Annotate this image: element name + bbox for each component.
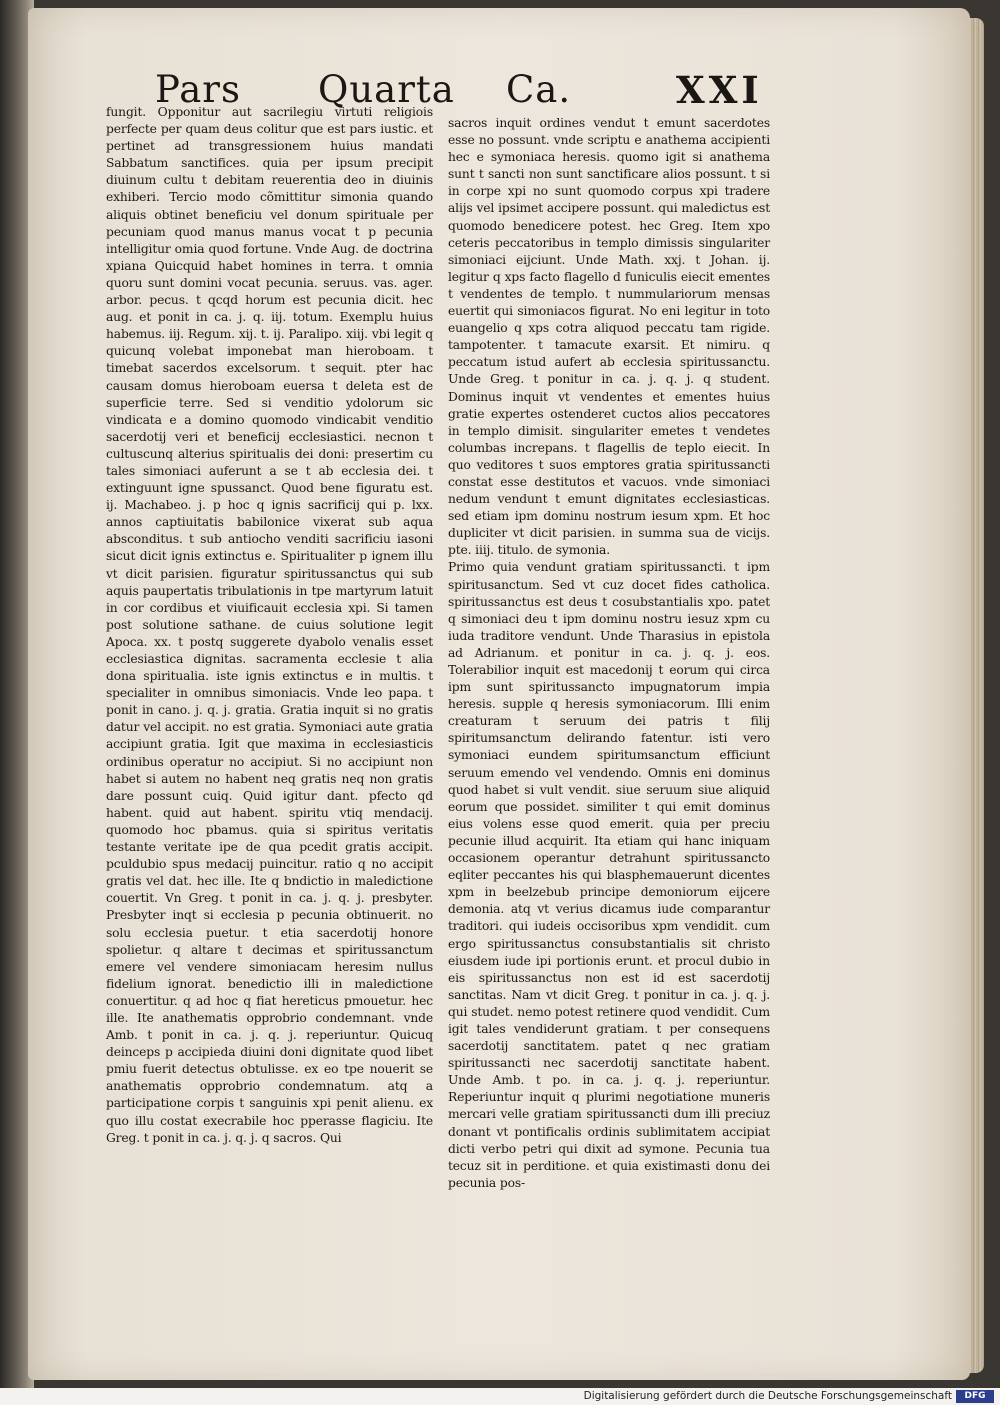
running-head-quarta: Quarta xyxy=(318,68,455,111)
digitization-footer xyxy=(0,1388,1000,1405)
running-head-pars: Pars xyxy=(155,68,241,111)
running-head-chapter: Ca. xyxy=(506,68,572,111)
text-column-right: sacros inquit ordines vendut t emunt sacerdotes esse no possunt. vnde scriptu e anathema accipienti hec e symoniaca heresis. quomo igit si anathema sunt t sancti non sunt sanctificare alios possunt. t si in corpe xpi no sunt quomodo corpus xpi tradere alijs vel ipsimet accipere possunt. qui maledictus est quomodo benedicere potest. hec Greg. Item xpo ceteris peccatoribus in templo dimissis singulariter simoniaci eijciunt. Unde Math. xxj. t Johan. ij. legitur q xps facto flagello d funiculis eiecit ementes t vendentes de templo. t nummulariorum mensas euertit qui simoniacos figurat. No eni legitur in toto euangelio q xps cotra aliquod peccatu tam rigide. tampotenter. t tamacute exarsit. Et nimiru. q peccatum istud aufert ab ecclesia spiritussanctu. Unde Greg. t ponitur in ca. j. q. j. q student. Dominus inquit vt vendentes et ementes huius gratie expertes ostenderet cuctos alios peccatores in templo dimisit. singulariter emetes t vendetes columbas increpans. t flagellis de teplo eiecit. In quo veditores t suos emptores gratia spiritussancti constat esse destitutos et vacuos. vnde simoniaci nedum vendunt t emunt dignitates ecclesiasticas. sed etiam ipm dominu nostrum iesum xpm. Et hoc dupliciter vt dicit parisien. in summa sua de vicijs. pte. iiij. titulo. de symonia. Primo quia vendunt gratiam spiritussancti. t ipm spiritusanctum. Sed vt cuz docet fides catholica. spiritussanctus est deus t cosubstantialis xpo. patet q simoniaci deu t ipm dominu nostru iesuz xpm cu iuda traditore vendunt. Unde Tharasius in epistola ad Adrianum. et ponitur in ca. j. q. j. eos. Tolerabilior inquit est macedonij t eorum qui circa ipm sunt spiritussancto impugnatorum impia heresis. supple q heresis symoniacorum. Illi enim creaturam t seruum dei patris t filij spiritumsanctum delirando fatentur. isti vero symoniaci eundem spiritumsanctum efficiunt seruum emendo vel vendendo. Omnis eni dominus quod habet si vult vendit. siue seruum siue aliquid eorum que possidet. similiter t qui emit dominus eius volens esse quod emerit. quia per preciu pecunie illud acquirit. Ita etiam qui hanc iniquam occasionem operantur detrahunt spiritussancto eqliter peccantes his qui blasphemauerunt dicentes xpm in beelzebub principe demoniorum eijcere demonia. atq vt verius dicamus iude comparantur traditori. qui iudeis occisoribus xpm vendidit. cum ergo spiritussanctus consubstantialis sit christo eiusdem iude ipi portionis erunt. et procul dubio in eis spiritussanctus non est id est sacerdotij sanctitas. Nam vt dicit Greg. t ponitur in ca. j. q. j. qui studet. nemo potest retinere quod vendidit. Cum igit tales vendiderunt gratiam. t per consequens sacerdotij sanctitatem. patet q nec gratiam spiritussancti nec sacerdotij sanctitate habent. Unde Amb. t po. in ca. j. q. j. reperiuntur. Reperiuntur inquit q plurimi negotiatione muneris mercari velle gratiam spiritussancti dum illi preciuz donant vt pontificalis ordinis sublimitatem accipiat dicti verbo petri qui dixit ad symone. Pecunia tua tecuz sit in perditione. et quia existimasti donu dei pecunia pos- xyxy=(448,116,770,1190)
folio-number: XXI xyxy=(676,68,763,112)
dfg-logo-icon: DFG xyxy=(956,1390,994,1403)
funding-credit: Digitalisierung gefördert durch die Deutsche Forschungsgemeinschaft xyxy=(583,1390,952,1402)
text-column-left: fungit. Opponitur aut sacrilegiu virtuti religiois perfecte per quam deus colitur que est pars iustic. et pertinet ad transgressionem huius mandati Sabbatum sanctifices. quia per ipsum precipit diuinum cultu t debitam reuerentia deo in diuinis exhiberi. Tercio modo cõmittitur simonia quando aliquis obtinet beneficiu vel donum spirituale per pecuniam quod manus manus vocat t p pecunia intelligitur omia quod fortune. Vnde Aug. de doctrina xpiana Quicquid habet homines in terra. t omnia quoru sunt domini vocat pecunia. seruus. vas. ager. arbor. pecus. t qcqd horum est pecunia dicit. hec aug. et ponit in ca. j. q. iij. totum. Exemplu huius habemus. iij. Regum. xij. t. ij. Paralipo. xiij. vbi legit q quicunq volebat imponebat man hieroboam. t timebat sacerdos excelsorum. t sequit. pter hac causam domus hieroboam euersa t deleta est de superficie terre. Sed si venditio ydolorum sic vindicata e a domino quomodo vindicabit venditio sacerdotij veri et beneficij ecclesiastici. necnon t cultuscunq alterius spiritualis dei doni: presertim cu tales simoniaci auferunt a se t ab ecclesia dei. t extinguunt igne spussanct. Quod bene figuratu est. ij. Machabeo. j. p hoc q ignis sacrificij qui p. lxx. annos captiuitatis babilonice vixerat sub aqua absconditus. t sub antiocho venditi sacrificiu iasoni sicut dicit ignis extinctus e. Spiritualiter p ignem illu vt dicit parisien. figuratur spiritussanctus qui sub aquis paupertatis tribulationis in tpe martyrum latuit in cor cordibus et viuificauit ecclesia xpi. Si tamen post solutione sathane. de cuius solutione legit Apoca. xx. t postq suggerete dyabolo venalis esset ecclesiastica dignitas. sacramenta ecclesie t alia dona spiritualia. iste ignis extinctus e in multis. t specialiter in omnibus simoniacis. Vnde leo papa. t ponit in cano. j. q. j. gratia. Gratia inquit si no gratis datur vel accipit. no est gratia. Symoniaci aute gratia accipiunt gratia. Igit que maxima in ecclesiasticis ordinibus operatur no accipiut. Si no accipiunt non habet si autem no habent neq gratis neq non gratis dare possunt cuiq. Quid igitur dant. pfecto qd habent. quid aut habent. spiritu vtiq mendacij. quomodo hoc pbamus. quia si spiritus veritatis testante veritate ipe de qua pcedit gratis accipit. pculdubio spus medacij puincitur. ratio q no accipit gratis vel dat. hec ille. Ite q bndictio in maledictione couertit. Vn Greg. t ponit in ca. j. q. j. presbyter. Presbyter inqt si ecclesia p pecunia obtinuerit. no solu ecclesia puetur. t etia sacerdotij honore spolietur. q altare t decimas et spiritussanctum emere vel vendere simoniacam heresim nullus fidelium ignorat. benedictio illi in maledictione conuertitur. q ad hoc q fiat hereticus pmouetur. hec ille. Ite anathematis opprobrio condemnant. vnde Amb. t ponit in ca. j. q. j. reperiuntur. Quicuq deinceps p accipieda diuini doni dignitate quod libet pmiu fuerit detectus obtulisse. ex eo tpe nouerit se anathematis opprobrio condemnatum. atq a participatione corpis t sanguinis xpi penit alienu. ex quo illu costat execrabile hoc pperasse flagiciu. Ite Greg. t ponit in ca. j. q. j. q sacros. Qui xyxy=(106,105,433,1145)
